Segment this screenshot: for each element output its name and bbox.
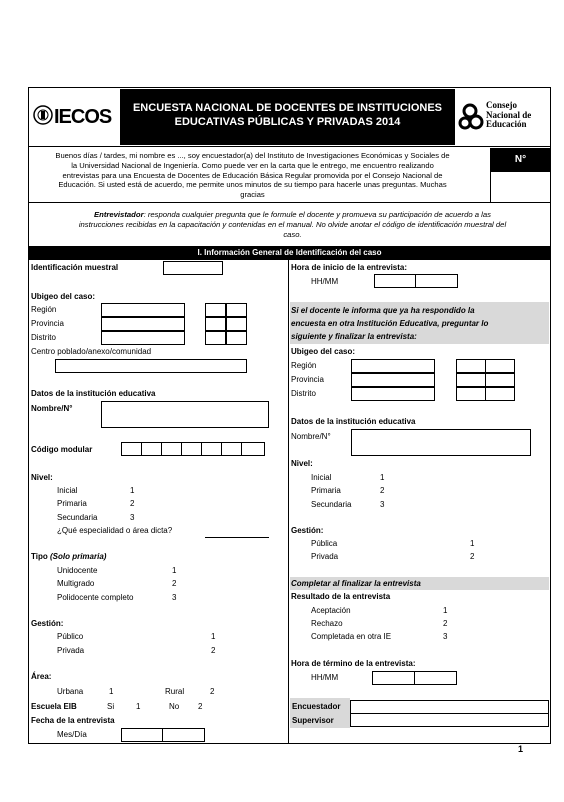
nivel-label: Nivel:: [31, 473, 53, 482]
mes-field[interactable]: [121, 728, 163, 742]
region-field-right[interactable]: [351, 359, 435, 373]
option-code: 2: [198, 702, 203, 711]
distrito-code-right-2[interactable]: [485, 387, 515, 401]
option-rural[interactable]: Rural: [165, 687, 185, 696]
option-publico[interactable]: Público: [57, 632, 84, 641]
option-code: 3: [443, 632, 448, 641]
option-si[interactable]: Si: [107, 702, 115, 711]
cne-line-2: Nacional de: [486, 109, 532, 120]
option-code: 2: [443, 619, 448, 628]
option-privada-right[interactable]: Privada: [311, 552, 339, 561]
distrito-field[interactable]: [101, 331, 185, 345]
distrito-label: Distrito: [31, 333, 56, 342]
title-line-2: EDUCATIVAS PÚBLICAS Y PRIVADAS 2014: [174, 116, 401, 128]
provincia-code-right-2[interactable]: [485, 373, 515, 387]
hora-termino-mm[interactable]: [414, 671, 457, 685]
option-inicial[interactable]: Inicial: [57, 486, 78, 495]
codigo-modular-field[interactable]: [121, 442, 269, 456]
option-code: 1: [443, 606, 448, 615]
region-code-1[interactable]: [205, 303, 226, 317]
option-code: 2: [130, 499, 135, 508]
provincia-label-right: Provincia: [291, 375, 324, 384]
column-divider: [288, 260, 289, 744]
region-label: Región: [31, 305, 57, 314]
completar-label: Completar al finalizar la entrevista: [291, 579, 421, 588]
option-inicial-right[interactable]: Inicial: [311, 473, 332, 482]
especialidad-field[interactable]: [205, 537, 269, 538]
distrito-code-1[interactable]: [205, 331, 226, 345]
region-code-right-1[interactable]: [456, 359, 486, 373]
provincia-code-1[interactable]: [205, 317, 226, 331]
option-no[interactable]: No: [169, 702, 180, 711]
ubigeo-label: Ubigeo del caso:: [31, 292, 96, 301]
datos-ie-label-right: Datos de la institución educativa: [291, 417, 416, 426]
id-muestral-label: Identificación muestral: [31, 263, 119, 272]
codigo-modular-label: Código modular: [31, 445, 93, 454]
area-label: Área:: [31, 672, 52, 681]
option-code: 3: [380, 500, 385, 509]
option-secundaria[interactable]: Secundaria: [57, 513, 98, 522]
note-line: siguiente y finalizar la entrevista:: [291, 332, 417, 341]
option-multigrado[interactable]: Multigrado: [57, 579, 95, 588]
divider: [28, 202, 551, 203]
instruction-line: instrucciones recibidas en la capacitación y contenidas en el manual. No olvide anotar el código de identificación muestral del: [78, 220, 507, 229]
option-completada[interactable]: Completada en otra IE: [311, 632, 392, 641]
hora-termino-label: Hora de término de la entrevista:: [291, 659, 416, 668]
id-muestral-field[interactable]: [163, 261, 223, 275]
cne-line-1: Consejo: [486, 100, 517, 110]
greeting-line: Educación. Si usted está de acuerdo, me permite unos minutos de su tiempo para hacerle unas preguntas. Muchas: [58, 180, 447, 190]
provincia-label: Provincia: [31, 319, 64, 328]
hora-inicio-label: Hora de inicio de la entrevista:: [291, 263, 408, 272]
datos-ie-label: Datos de la institución educativa: [31, 389, 156, 398]
distrito-label-right: Distrito: [291, 389, 316, 398]
provincia-field-right[interactable]: [351, 373, 435, 387]
number-field[interactable]: [490, 172, 551, 202]
fecha-label: Fecha de la entrevista: [31, 716, 115, 725]
option-code: 1: [380, 473, 385, 482]
option-code: 1: [172, 566, 177, 575]
nombre-label-right: Nombre/N°: [291, 432, 331, 441]
greeting-line: Buenos días / tardes, mi nombre es ..., soy encuestador(a) del Instituto de Investigaciones Económicas y Sociales de: [55, 151, 450, 160]
mes-dia-label: Mes/Día: [57, 730, 87, 739]
option-primaria-right[interactable]: Primaria: [311, 486, 341, 495]
option-rechazo[interactable]: Rechazo: [311, 619, 343, 628]
tipo-note: (Solo primaria): [49, 552, 107, 561]
region-label-right: Región: [291, 361, 317, 370]
encuestador-field[interactable]: [350, 700, 549, 714]
centro-poblado-label: Centro poblado/anexo/comunidad: [31, 347, 152, 356]
option-code: 1: [470, 539, 475, 548]
option-polidocente[interactable]: Polidocente completo: [57, 593, 134, 602]
iecos-logo: [32, 97, 114, 135]
section-title: I. Información General de Identificación del caso: [29, 246, 550, 260]
option-code: 3: [130, 513, 135, 522]
option-code: 2: [470, 552, 475, 561]
option-code: 1: [130, 486, 135, 495]
note-line: encuesta en otra Institución Educativa, preguntar lo: [291, 319, 489, 328]
option-primaria[interactable]: Primaria: [57, 499, 87, 508]
provincia-code-right-1[interactable]: [456, 373, 486, 387]
nombre-label: Nombre/N°: [31, 404, 73, 413]
option-code: 2: [172, 579, 177, 588]
greeting-text: [30, 151, 475, 200]
note-line: Si el docente le informa que ya ha respondido la: [291, 306, 475, 315]
option-unidocente[interactable]: Unidocente: [57, 566, 98, 575]
hora-termino-hh[interactable]: [372, 671, 415, 685]
option-code: 2: [210, 687, 215, 696]
provincia-field[interactable]: [101, 317, 185, 331]
instruction-line: : responda cualquier pregunta que le formule el docente y promueva su participación de acuerdo a las: [143, 210, 491, 219]
cne-line-3: Educación: [486, 119, 527, 129]
dia-field[interactable]: [162, 728, 205, 742]
instruction-lead: Entrevistador: [94, 210, 144, 219]
hhmm-label-2: HH/MM: [311, 673, 339, 682]
provincia-code-2[interactable]: [226, 317, 247, 331]
gestion-label: Gestión:: [31, 619, 64, 628]
option-code: 2: [211, 646, 216, 655]
option-code: 1: [109, 687, 114, 696]
especialidad-label: ¿Qué especialidad o área dicta?: [57, 526, 173, 535]
option-secundaria-right[interactable]: Secundaria: [311, 500, 352, 509]
nombre-field-right[interactable]: [351, 429, 531, 456]
option-aceptacion[interactable]: Aceptación: [311, 606, 351, 615]
survey-title: [120, 101, 455, 129]
greeting-line: gracias: [240, 190, 265, 200]
region-field[interactable]: [101, 303, 185, 317]
page-number: 1: [518, 744, 524, 754]
hora-inicio-hh[interactable]: [374, 274, 416, 288]
option-code: 1: [211, 632, 216, 641]
region-code-right-2[interactable]: [485, 359, 515, 373]
option-code: 3: [172, 593, 177, 602]
option-code: 1: [136, 702, 141, 711]
distrito-field-right[interactable]: [351, 387, 435, 401]
option-publica-right[interactable]: Pública: [311, 539, 338, 548]
number-label: N°: [490, 148, 551, 172]
gestion-label-right: Gestión:: [291, 526, 324, 535]
option-urbana[interactable]: Urbana: [57, 687, 84, 696]
region-code-2[interactable]: [226, 303, 247, 317]
hhmm-label: HH/MM: [311, 277, 339, 286]
option-privada[interactable]: Privada: [57, 646, 85, 655]
nivel-label-right: Nivel:: [291, 459, 313, 468]
distrito-code-right-1[interactable]: [456, 387, 486, 401]
resultado-label: Resultado de la entrevista: [291, 592, 391, 601]
supervisor-label: Supervisor: [292, 716, 334, 725]
ubigeo-label-right: Ubigeo del caso:: [291, 347, 356, 356]
centro-poblado-field[interactable]: [55, 359, 247, 373]
svg-text:IECOS: IECOS: [54, 106, 112, 128]
greeting-line: entrevistas para una Encuesta de Docentes de Educación Básica Regular promovida por el Consejo Nacional de: [62, 170, 443, 180]
cne-logo: [458, 95, 548, 139]
hora-inicio-mm[interactable]: [415, 274, 458, 288]
tipo-label: Tipo: [31, 552, 48, 561]
encuestador-label: Encuestador: [292, 702, 341, 711]
nombre-field[interactable]: [101, 401, 269, 428]
interviewer-instruction: [40, 210, 545, 240]
supervisor-field[interactable]: [350, 713, 549, 727]
instruction-line: caso.: [283, 230, 302, 239]
escuela-eib-label: Escuela EIB: [31, 702, 77, 711]
greeting-line: la Universidad Nacional de Ingeniería. Como puede ver en la carta que le entrego, me encuentro realizando: [71, 160, 434, 170]
title-line-1: ENCUESTA NACIONAL DE DOCENTES DE INSTITUCIONES: [132, 102, 443, 114]
distrito-code-2[interactable]: [226, 331, 247, 345]
option-code: 2: [380, 486, 385, 495]
